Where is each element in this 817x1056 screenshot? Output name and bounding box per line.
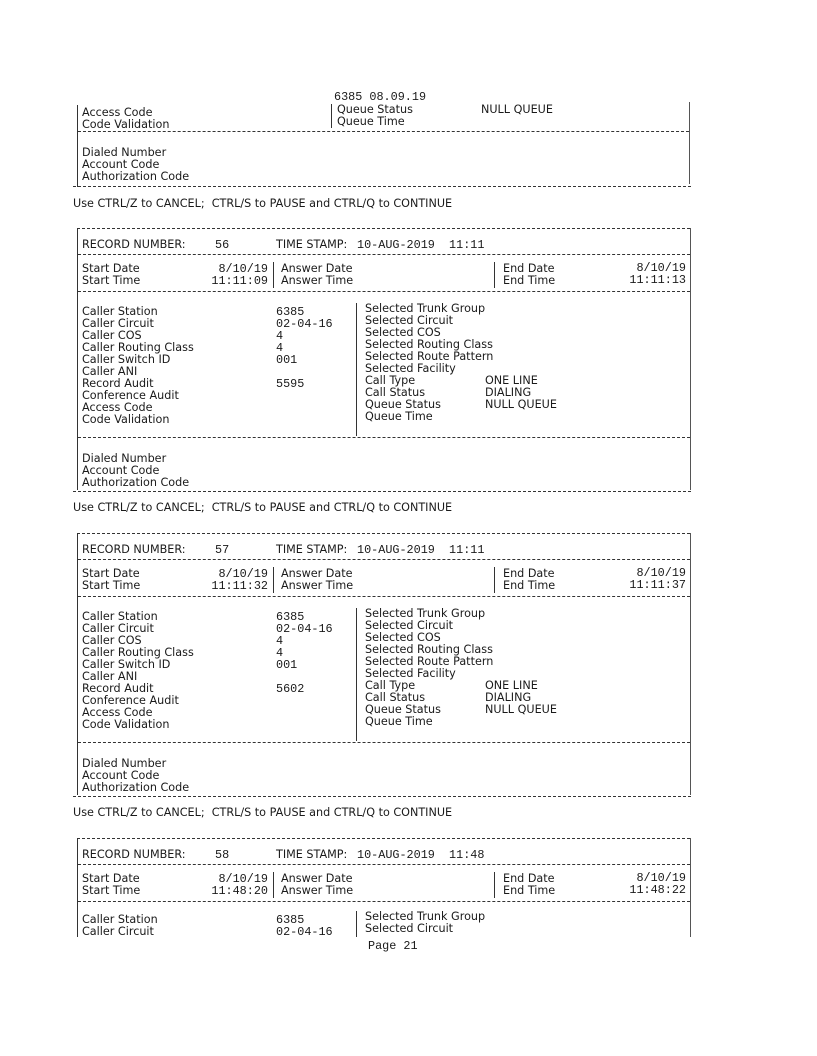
end-date-label: End Date [503,567,555,580]
start-date-label: Start Date [82,567,140,580]
dialed-number-label: Dialed Number [82,452,167,465]
end-time-label: End Time [503,579,556,592]
record-audit-value: 5595 [276,377,305,391]
selected-routing-class-label: Selected Routing Class [365,338,493,351]
selected-routing-class-label: Selected Routing Class [365,643,493,656]
queue-status-label: Queue Status [365,703,441,716]
start-date-value: 8/10/19 [218,567,268,581]
start-time-value: 11:48:20 [211,884,268,898]
record-number-label: RECORD NUMBER: [82,848,186,861]
time-stamp-label: TIME STAMP: [276,543,348,556]
instructions: Use CTRL/Z to CANCEL; CTRL/S to PAUSE and CTRL/Q to CONTINUE [73,501,453,514]
call-status-label: Call Status [365,386,426,399]
conference-audit-label: Conference Audit [82,389,179,402]
caller-routing-class-value: 4 [276,341,284,355]
record-audit-label: Record Audit [82,682,154,695]
queue-time-label: Queue Time [337,115,405,128]
left-border [77,228,78,490]
divider [73,491,691,492]
access-code-label: Access Code [82,106,153,119]
start-date-label: Start Date [82,262,140,275]
time-stamp-value: 10-AUG-2019 11:48 [357,848,485,862]
column-divider [356,911,357,937]
answer-date-label: Answer Date [281,262,353,275]
page-header: 6385 08.09.19 [334,90,427,104]
divider [78,864,690,865]
queue-status-label: Queue Status [337,103,413,116]
divider [77,533,690,534]
caller-station-label: Caller Station [82,305,158,318]
authorization-code-label: Authorization Code [82,781,190,794]
divider [78,559,690,560]
start-date-label: Start Date [82,872,140,885]
account-code-label: Account Code [82,464,160,477]
right-border [689,102,690,184]
code-validation-label: Code Validation [82,413,170,426]
caller-routing-class-value: 4 [276,646,284,660]
dialed-number-label: Dialed Number [82,146,167,159]
selected-route-pattern-label: Selected Route Pattern [365,655,494,668]
record-number-value: 57 [215,543,230,557]
instructions: Use CTRL/Z to CANCEL; CTRL/S to PAUSE and CTRL/Q to CONTINUE [73,197,453,210]
start-time-value: 11:11:32 [211,579,268,593]
caller-switch-id-value: 001 [276,353,298,367]
selected-facility-label: Selected Facility [365,667,456,680]
start-time-label: Start Time [82,884,141,897]
record-audit-label: Record Audit [82,377,154,390]
time-stamp-value: 10-AUG-2019 11:11 [357,238,485,252]
left-border [77,838,78,937]
caller-ani-label: Caller ANI [82,365,138,378]
account-code-label: Account Code [82,158,160,171]
column-divider [494,262,495,288]
code-validation-label: Code Validation [82,718,170,731]
selected-trunk-group-label: Selected Trunk Group [365,910,486,923]
divider [78,291,690,292]
record-number-label: RECORD NUMBER: [82,543,186,556]
authorization-code-label: Authorization Code [82,170,190,183]
left-border [77,105,78,187]
end-time-value: 11:11:13 [629,273,686,287]
end-date-value: 8/10/19 [636,871,686,885]
end-date-value: 8/10/19 [636,261,686,275]
account-code-label: Account Code [82,769,160,782]
end-date-value: 8/10/19 [636,566,686,580]
caller-circuit-label: Caller Circuit [82,317,154,330]
answer-time-label: Answer Time [281,884,354,897]
caller-circuit-label: Caller Circuit [82,925,154,938]
caller-circuit-value: 02-04-16 [276,925,333,939]
selected-circuit-label: Selected Circuit [365,314,454,327]
call-type-value: ONE LINE [485,679,538,692]
call-status-label: Call Status [365,691,426,704]
answer-time-label: Answer Time [281,274,354,287]
caller-switch-id-label: Caller Switch ID [82,353,171,366]
divider [73,796,691,797]
selected-facility-label: Selected Facility [365,362,456,375]
end-time-label: End Time [503,274,556,287]
start-time-label: Start Time [82,274,141,287]
authorization-code-label: Authorization Code [82,476,190,489]
conference-audit-label: Conference Audit [82,694,179,707]
record-number-value: 56 [215,238,230,252]
end-time-label: End Time [503,884,556,897]
caller-routing-class-label: Caller Routing Class [82,646,194,659]
selected-route-pattern-label: Selected Route Pattern [365,350,494,363]
right-border [690,838,691,937]
column-divider [356,303,357,436]
caller-switch-id-label: Caller Switch ID [82,658,171,671]
divider [77,228,690,229]
call-type-label: Call Type [365,679,416,692]
column-divider [273,567,274,593]
queue-status-value: NULL QUEUE [481,103,553,116]
access-code-label: Access Code [82,706,153,719]
caller-cos-label: Caller COS [82,329,142,342]
page-number: Page 21 [368,939,418,953]
caller-station-value: 6385 [276,305,305,319]
left-border [77,533,78,795]
caller-switch-id-value: 001 [276,658,298,672]
divider [78,254,690,255]
queue-time-label: Queue Time [365,715,433,728]
call-status-value: DIALING [485,691,532,704]
divider [73,186,691,187]
caller-ani-label: Caller ANI [82,670,138,683]
caller-circuit-value: 02-04-16 [276,622,333,636]
divider [78,131,689,132]
start-date-value: 8/10/19 [218,872,268,886]
time-stamp-value: 10-AUG-2019 11:11 [357,543,485,557]
divider [78,742,690,743]
queue-status-label: Queue Status [365,398,441,411]
call-status-value: DIALING [485,386,532,399]
time-stamp-label: TIME STAMP: [276,848,348,861]
end-date-label: End Date [503,872,555,885]
answer-date-label: Answer Date [281,872,353,885]
answer-time-label: Answer Time [281,579,354,592]
queue-status-value: NULL QUEUE [485,703,557,716]
call-type-value: ONE LINE [485,374,538,387]
caller-circuit-label: Caller Circuit [82,622,154,635]
right-border [690,228,691,490]
caller-routing-class-label: Caller Routing Class [82,341,194,354]
caller-circuit-value: 02-04-16 [276,317,333,331]
time-stamp-label: TIME STAMP: [276,238,348,251]
caller-station-label: Caller Station [82,610,158,623]
record-number-label: RECORD NUMBER: [82,238,186,251]
selected-trunk-group-label: Selected Trunk Group [365,607,486,620]
selected-circuit-label: Selected Circuit [365,619,454,632]
right-border [690,533,691,795]
start-date-value: 8/10/19 [218,262,268,276]
end-date-label: End Date [503,262,555,275]
caller-station-label: Caller Station [82,913,158,926]
caller-station-value: 6385 [276,913,305,927]
end-time-value: 11:48:22 [629,883,686,897]
instructions: Use CTRL/Z to CANCEL; CTRL/S to PAUSE and CTRL/Q to CONTINUE [73,806,453,819]
divider [78,901,690,902]
caller-cos-value: 4 [276,329,284,343]
dialed-number-label: Dialed Number [82,757,167,770]
column-divider [356,608,357,741]
caller-station-value: 6385 [276,610,305,624]
column-divider [331,104,332,128]
queue-status-value: NULL QUEUE [485,398,557,411]
access-code-label: Access Code [82,401,153,414]
queue-time-label: Queue Time [365,410,433,423]
record-number-value: 58 [215,848,230,862]
column-divider [494,872,495,898]
caller-cos-value: 4 [276,634,284,648]
column-divider [273,872,274,898]
end-time-value: 11:11:37 [629,578,686,592]
selected-cos-label: Selected COS [365,326,441,339]
caller-cos-label: Caller COS [82,634,142,647]
column-divider [494,567,495,593]
code-validation-label: Code Validation [82,118,170,131]
selected-trunk-group-label: Selected Trunk Group [365,302,486,315]
column-divider [273,262,274,288]
call-type-label: Call Type [365,374,416,387]
divider [78,596,690,597]
divider [78,437,690,438]
start-time-label: Start Time [82,579,141,592]
record-audit-value: 5602 [276,682,305,696]
selected-cos-label: Selected COS [365,631,441,644]
answer-date-label: Answer Date [281,567,353,580]
start-time-value: 11:11:09 [211,274,268,288]
divider [77,838,690,839]
selected-circuit-label: Selected Circuit [365,922,454,935]
